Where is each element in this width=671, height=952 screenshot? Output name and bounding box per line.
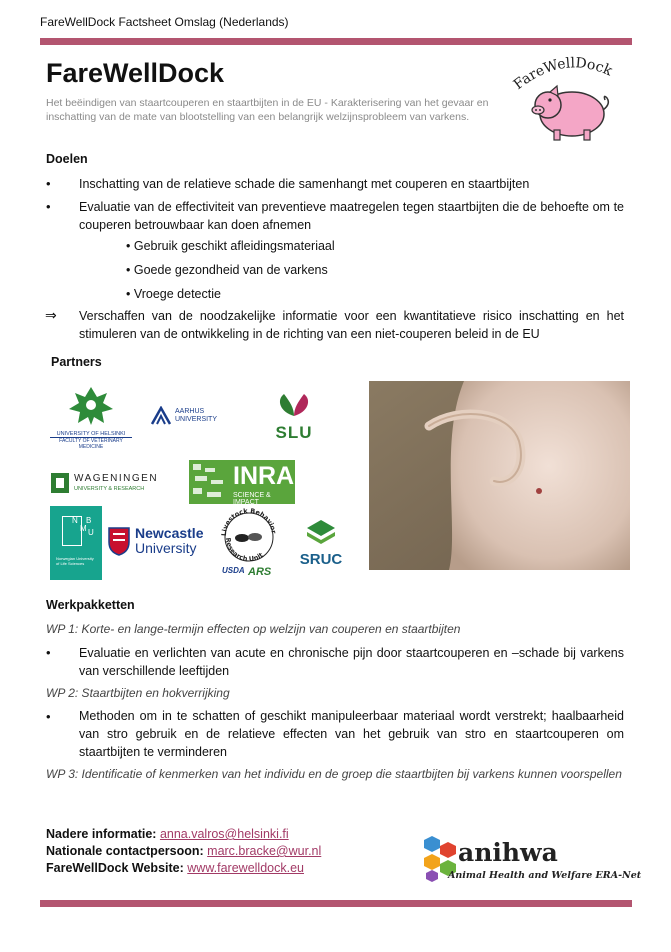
wp1-title: WP 1: Korte- en lange-termijn effecten op welzijn van couperen en staartbijten	[46, 622, 461, 636]
doelen-conclusion: Verschaffen van de noodzakelijke informatie voor een kwantitatieve risico inschatting en het stimuleren van de ontwikkeling in de richting van een niet-couperen beleid in de EU	[79, 309, 624, 341]
partners-heading: Partners	[51, 355, 102, 369]
inra-logo	[189, 460, 295, 504]
helsinki-line2: FACULTY OF VETERINARY MEDICINE	[50, 437, 132, 450]
wp3-title: WP 3: Identificatie of kenmerken van het individu en de groep die staartbijten bij varkens kunnen voorspellen	[46, 767, 622, 781]
doelen-subitem-3: • Vroege detectie	[126, 287, 221, 301]
arrow-icon: ⇒	[45, 307, 57, 323]
header-label: FareWellDock Factsheet Omslag (Nederlands)	[40, 15, 289, 29]
national-email-link[interactable]: marc.bracke@wur.nl	[207, 844, 322, 858]
anihwa-tagline: Animal Health and Welfare ERA-Net	[448, 870, 642, 881]
anihwa-logo	[418, 832, 642, 898]
bullet-icon: •	[46, 709, 51, 724]
wp2-title: WP 2: Staartbijten en hokverrijking	[46, 686, 230, 700]
page-subtitle: Het beëindigen van staartcouperen en staartbijten in de EU - Karakterisering van het gevaar en inschatting van de mate van blootstelling van een belangrijk welzijnsprobleem van varkens.	[46, 97, 489, 123]
info-label: Nadere informatie:	[46, 827, 157, 841]
national-label: Nationale contactpersoon:	[46, 844, 204, 858]
helsinki-logo	[50, 385, 132, 450]
sruc-text: SRUC	[299, 551, 343, 568]
slu-text: SLU	[275, 423, 313, 442]
livestock-bottom-text: Research Unit	[223, 537, 265, 564]
wageningen-line2: UNIVERSITY & RESEARCH	[74, 486, 145, 492]
newcastle-logo	[107, 524, 207, 560]
doelen-item-1: Inschatting van de relatieve schade die samenhangt met couperen en staartbijten	[79, 177, 530, 191]
sruc-logo	[297, 518, 345, 570]
aarhus-logo	[150, 404, 230, 428]
nmbu-letter: N	[72, 516, 78, 525]
bullet-icon: •	[46, 176, 51, 191]
contact-website-row	[46, 861, 304, 875]
wageningen-emblem-icon	[50, 472, 70, 494]
subitem-text: Vroege detectie	[133, 287, 221, 301]
sruc-emblem-icon	[297, 518, 345, 548]
pig-tail-image	[369, 381, 630, 570]
page-title: FareWellDock	[46, 58, 225, 88]
bullet-icon: •	[46, 645, 51, 660]
werkpakketten-heading: Werkpakketten	[46, 598, 135, 612]
livestock-top-text: Livestock Behavior	[219, 508, 278, 537]
bullet-icon: •	[46, 199, 51, 214]
pig-tail-photo	[369, 381, 630, 570]
nmbu-letter: B	[86, 516, 92, 525]
newcastle-crest-icon	[107, 526, 131, 556]
doelen-heading: Doelen	[46, 152, 88, 166]
nmbu-letter: M	[80, 524, 87, 533]
bottom-divider	[40, 900, 632, 907]
ars-text: ARS	[248, 566, 272, 578]
livestock-emblem-icon	[218, 508, 280, 564]
svg-text:FareWellDock	[511, 55, 615, 93]
wp1-item: Evaluatie en verlichten van acute en chronische pijn door staartcouperen en –schade bij varkens van verschillende leeftijden	[79, 646, 624, 678]
aarhus-emblem-icon	[150, 406, 172, 426]
website-label: FareWellDock Website:	[46, 861, 184, 875]
anihwa-name: anihwa	[458, 838, 558, 867]
contact-national-row	[46, 844, 321, 858]
nmbu-caption: Norwegian University of Life Sciences	[56, 556, 94, 566]
farewelldock-logo	[510, 50, 630, 145]
pig-icon	[510, 50, 630, 145]
subitem-text: Gebruik geschikt afleidingsmateriaal	[133, 239, 335, 253]
aarhus-line2: UNIVERSITY	[175, 416, 218, 423]
info-email-link[interactable]: anna.valros@helsinki.fi	[159, 827, 289, 841]
wageningen-line1: WAGENINGEN	[74, 473, 159, 484]
slu-leaf-icon	[270, 392, 318, 418]
logo-text: FareWellDock	[510, 55, 615, 94]
helsinki-line1: UNIVERSITY OF HELSINKI	[56, 431, 126, 437]
wageningen-logo	[50, 470, 175, 498]
inra-line2: SCIENCE & IMPACT	[233, 492, 271, 506]
top-divider	[40, 38, 632, 45]
nmbu-logo	[50, 506, 102, 580]
doelen-subitem-2: • Goede gezondheid van de varkens	[126, 263, 328, 277]
inra-pattern-icon	[189, 460, 229, 504]
contact-info-row	[46, 827, 289, 841]
subitem-text: Goede gezondheid van de varkens	[133, 263, 328, 277]
helsinki-emblem-icon	[50, 385, 132, 425]
usda-text: USDA	[222, 566, 245, 575]
website-link[interactable]: www.farewelldock.eu	[187, 861, 304, 875]
livestock-behavior-logo	[218, 508, 280, 588]
inra-line1: INRA	[233, 462, 295, 490]
newcastle-line2: University	[135, 540, 197, 556]
doelen-subitem-1: • Gebruik geschikt afleidingsmateriaal	[126, 239, 335, 253]
doelen-item-2: Evaluatie van de effectiviteit van preventieve maatregelen tegen staartbijten die de behoefte om te couperen betrouwbaar kan doen afnemen	[79, 200, 624, 232]
wp2-item: Methoden om in te schatten of geschikt manipuleerbaar materiaal wordt verstrekt; haalbaarheid van stro gebruik en de relatieve effecten van het gebruik van stro en staartcouperen om staartbijten te verminderen	[79, 709, 624, 759]
newcastle-line1: Newcastle	[135, 525, 204, 541]
aarhus-line1: AARHUS	[175, 408, 205, 415]
nmbu-letter: U	[88, 528, 94, 537]
slu-logo	[270, 392, 318, 442]
